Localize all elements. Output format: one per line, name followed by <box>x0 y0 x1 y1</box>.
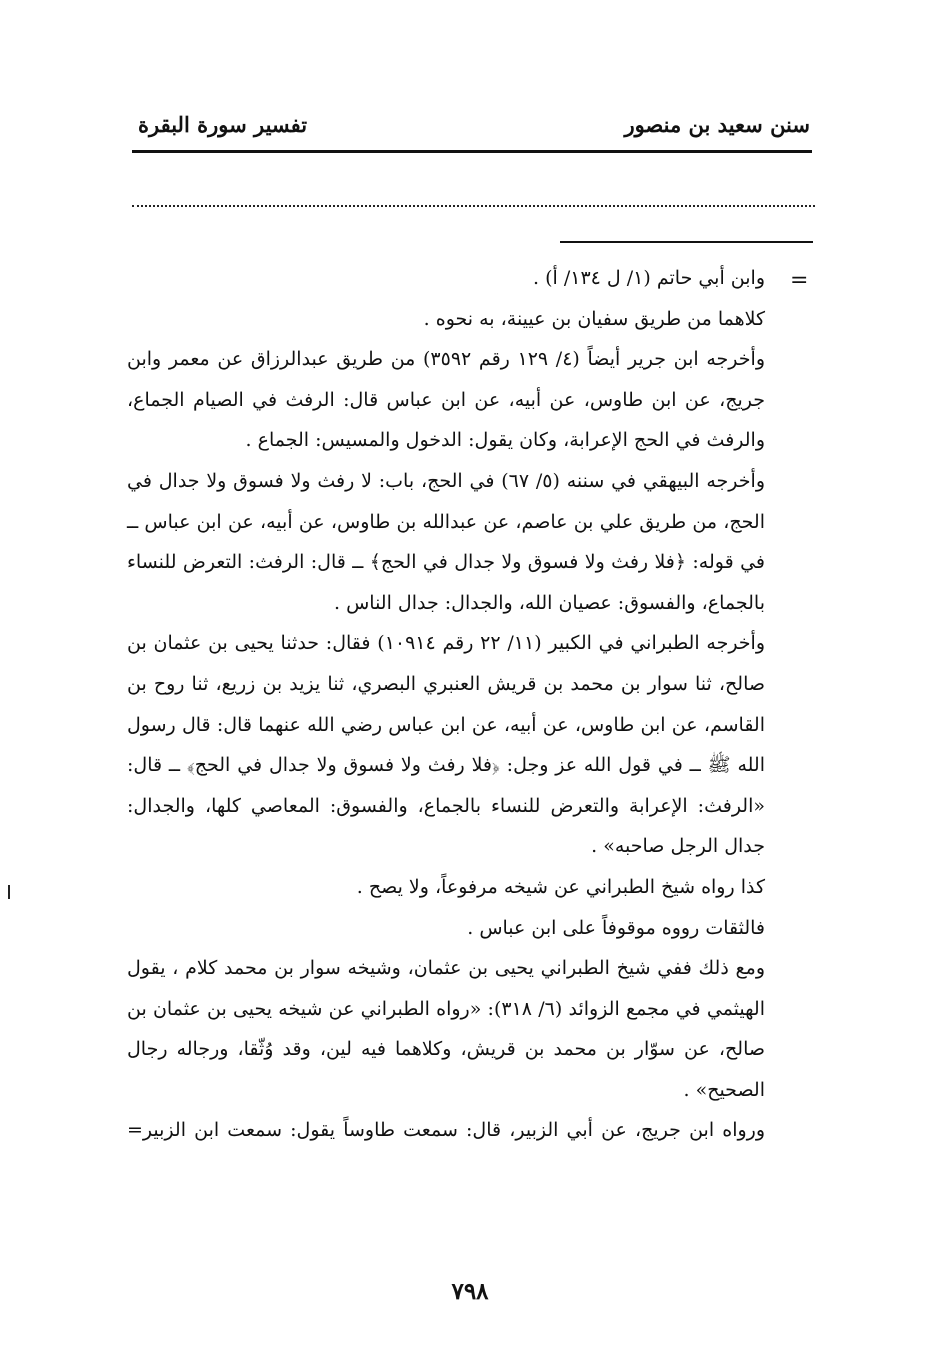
footnote-separator-rule <box>560 241 813 243</box>
footnote-paragraph-8: ومع ذلك ففي شيخ الطبراني يحيى بن عثمان، وشيخه سوار بن محمد كلام ، يقول الهيثمي في مجمع الزوائد (٦/ ٣١٨): «رواه الطبراني عن شيخه يحيى بن عثمان بن صالح، عن سوّار بن محمد بن قريش، وكلاهما فيه لين، وقد وُثّقا، ورجاله رجال الصحيح» . <box>127 957 765 1101</box>
page-number: ٧٩٨ <box>451 1278 489 1305</box>
header-rule <box>132 150 812 153</box>
dotted-separator <box>132 205 815 207</box>
footnote-paragraph-2: كلاهما من طريق سفيان بن عيينة، به نحوه . <box>423 307 765 330</box>
footnote-paragraph-7: فالثقات رووه موقوفاً على ابن عباس . <box>467 916 765 939</box>
continuation-mark: = <box>790 268 809 293</box>
running-header-book-title: سنن سعيد بن منصور <box>624 112 810 137</box>
footnote-paragraph-3: وأخرجه ابن جرير أيضاً (٤/ ١٢٩ رقم ٣٥٩٢) من طريق عبدالرزاق عن معمر وابن جريج، عن ابن طاوس، عن أبيه، عن ابن عباس قال: الرفث في الصيام الجماع، والرفث في الحج الإعرابة، وكان يقول: الدخول والمسيس: الجماع . <box>127 348 765 452</box>
running-header-section-title: تفسير سورة البقرة <box>138 112 308 137</box>
footnote-body <box>127 258 765 1151</box>
footnote-paragraph-5: وأخرجه الطبراني في الكبير (١١/ ٢٢ رقم ١٠٩١٤) فقال: حدثنا يحيى بن عثمان بن صالح، ثنا سوار بن محمد بن قريش العنبري البصري، ثنا يزيد بن زريع، ثنا روح بن القاسم، عن ابن طاوس، عن أبيه، عن ابن عباس رضي الله عنهما قال: قال رسول الله ﷺ ــ في قول الله عز وجل: ﴿فلا رفث ولا فسوق ولا جدال في الحج﴾ ــ قال: «الرفث: الإعرابة والتعرض للنساء بالجماع، والفسوق: المعاصي كلها، والجدال: جدال الرجل صاحبه» . <box>127 632 765 858</box>
scan-edge-mark <box>8 885 10 899</box>
footnote-paragraph-9: ورواه ابن جريج، عن أبي الزبير، قال: سمعت طاوساً يقول: سمعت ابن الزبير= <box>127 1119 765 1142</box>
footnote-paragraph-6: كذا رواه شيخ الطبراني عن شيخه مرفوعاً، ولا يصح . <box>356 875 765 898</box>
footnote-paragraph-4: وأخرجه البيهقي في سننه (٥/ ٦٧) في الحج، باب: لا رفث ولا فسوق ولا جدال في الحج، من طريق علي بن عاصم، عن عبدالله بن طاوس، عن أبيه، عن ابن عباس ــ في قوله: ﴿فلا رفث ولا فسوق ولا جدال في الحج﴾ ــ قال: الرفث: التعرض للنساء بالجماع، والفسوق: عصيان الله، والجدال: جدال الناس . <box>127 469 765 614</box>
footnote-paragraph-1: وابن أبي حاتم (١/ ل ١٣٤/ أ) . <box>533 267 765 289</box>
